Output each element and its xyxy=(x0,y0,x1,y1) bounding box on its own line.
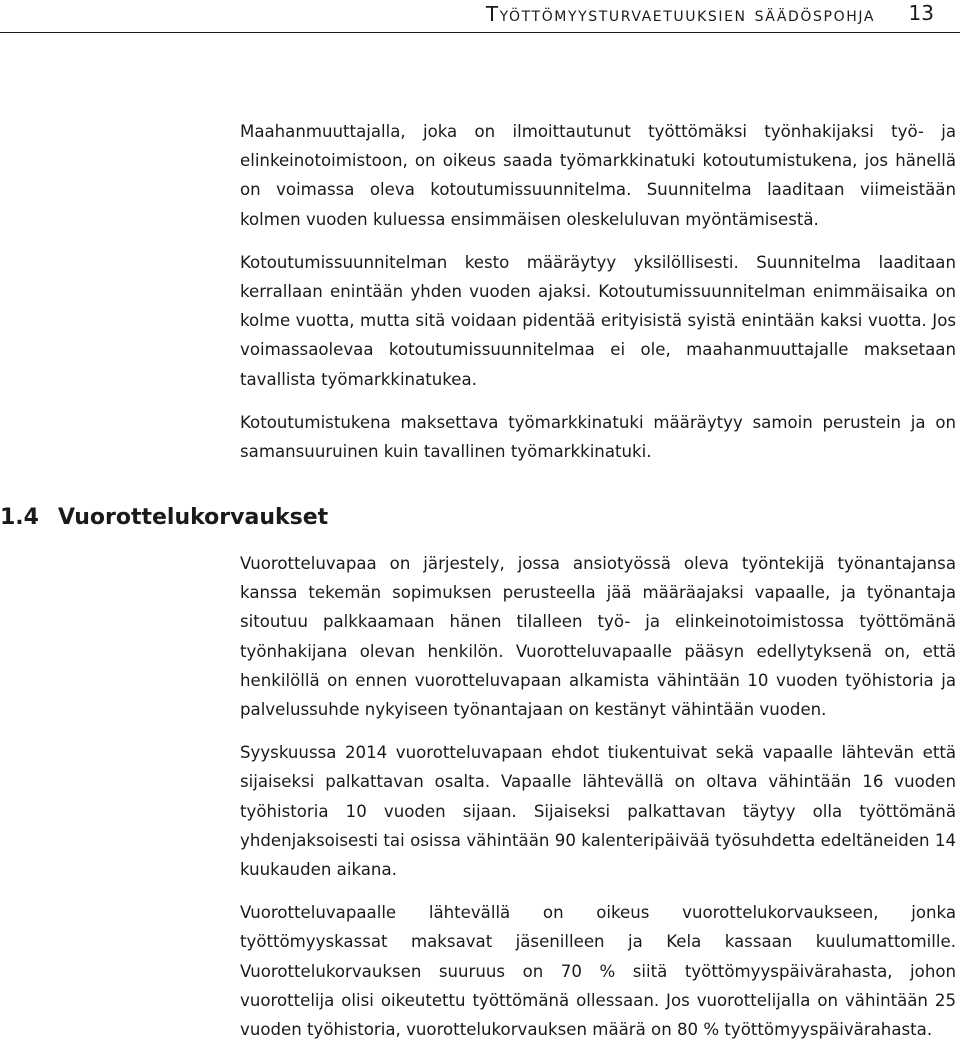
running-header xyxy=(0,0,960,33)
paragraph: Syyskuussa 2014 vuorotteluvapaan ehdot tiukentuivat sekä vapaalle lähtevän että sijaiseksi palkattavan osalta. Vapaalle lähtevällä on oltava vähintään 16 vuoden työhistoria 10 vuoden sijaan. Sijaiseksi palkattavan täytyy olla työttömänä yhdenjaksoisesti tai osissa vähintään 90 kalenteripäivää työsuhdetta edeltäneiden 14 kuukauden aikana. xyxy=(240,743,956,880)
running-header-title: Työttömyysturvaetuuksien säädöspohja xyxy=(485,2,875,26)
section-heading xyxy=(0,505,328,530)
section-text-column xyxy=(240,549,956,1058)
paragraph: Vuorotteluvapaalle lähtevällä on oikeus vuorottelukorvaukseen, jonka työttömyyskassat maksavat jäsenilleen ja Kela kassaan kuulumattomille. Vuorottelukorvauksen suuruus on 70 % siitä työttömyyspäivärahasta, johon vuorottelija olisi oikeutettu työttömänä ollessaan. Jos vuorottelijalla on vähintään 25 vuoden työhistoria, vuorottelukorvauksen määrä on 80 % työttömyyspäivärahasta. xyxy=(240,903,956,1040)
paragraph: Maahanmuuttajalla, joka on ilmoittautunut työttömäksi työnhakijaksi työ- ja elinkeinotoimistoon, on oikeus saada työmarkkinatuki kotoutumistukena, jos hänellä on voimassa oleva kotoutumissuunnitelma. Suunnitelma laaditaan viimeistään kolmen vuoden kuluessa ensimmäisen oleskeluluvan myöntämisestä. xyxy=(240,122,956,229)
page-number: 13 xyxy=(908,1,934,25)
intro-text-column xyxy=(240,117,956,480)
paragraph: Vuorotteluvapaa on järjestely, jossa ansiotyössä oleva työntekijä työnantajansa kanssa tekemän sopimuksen perusteella jää määräajaksi vapaalle, ja työnantaja sitoutuu palkkaamaan hänen tilalleen työ- ja elinkeinotoimistossa työttömänä työnhakijana olevan henkilön. Vuorotteluvapaalle pääsyn edellytyksenä on, että henkilöllä on ennen vuorotteluvapaan alkamista vähintään 10 vuoden työhistoria ja palvelussuhde nykyiseen työnantajaan on kestänyt vähintään vuoden. xyxy=(240,554,956,720)
paragraph: Kotoutumissuunnitelman kesto määräytyy yksilöllisesti. Suunnitelma laaditaan kerrallaan enintään yhden vuoden ajaksi. Kotoutumissuunnitelman enimmäisaika on kolme vuotta, mutta sitä voidaan pidentää erityisistä syistä enintään kaksi vuotta. Jos voimassaolevaa kotoutumissuunnitelmaa ei ole, maahanmuuttajalle maksetaan tavallista työmarkkinatukea. xyxy=(240,252,956,389)
paragraph: Kotoutumistukena maksettava työmarkkinatuki määräytyy samoin perustein ja on samansuuruinen kuin tavallinen työmarkkinatuki. xyxy=(240,412,956,462)
section-title: Vuorottelukorvaukset xyxy=(58,505,329,530)
section-number: 1.4 xyxy=(0,505,39,530)
